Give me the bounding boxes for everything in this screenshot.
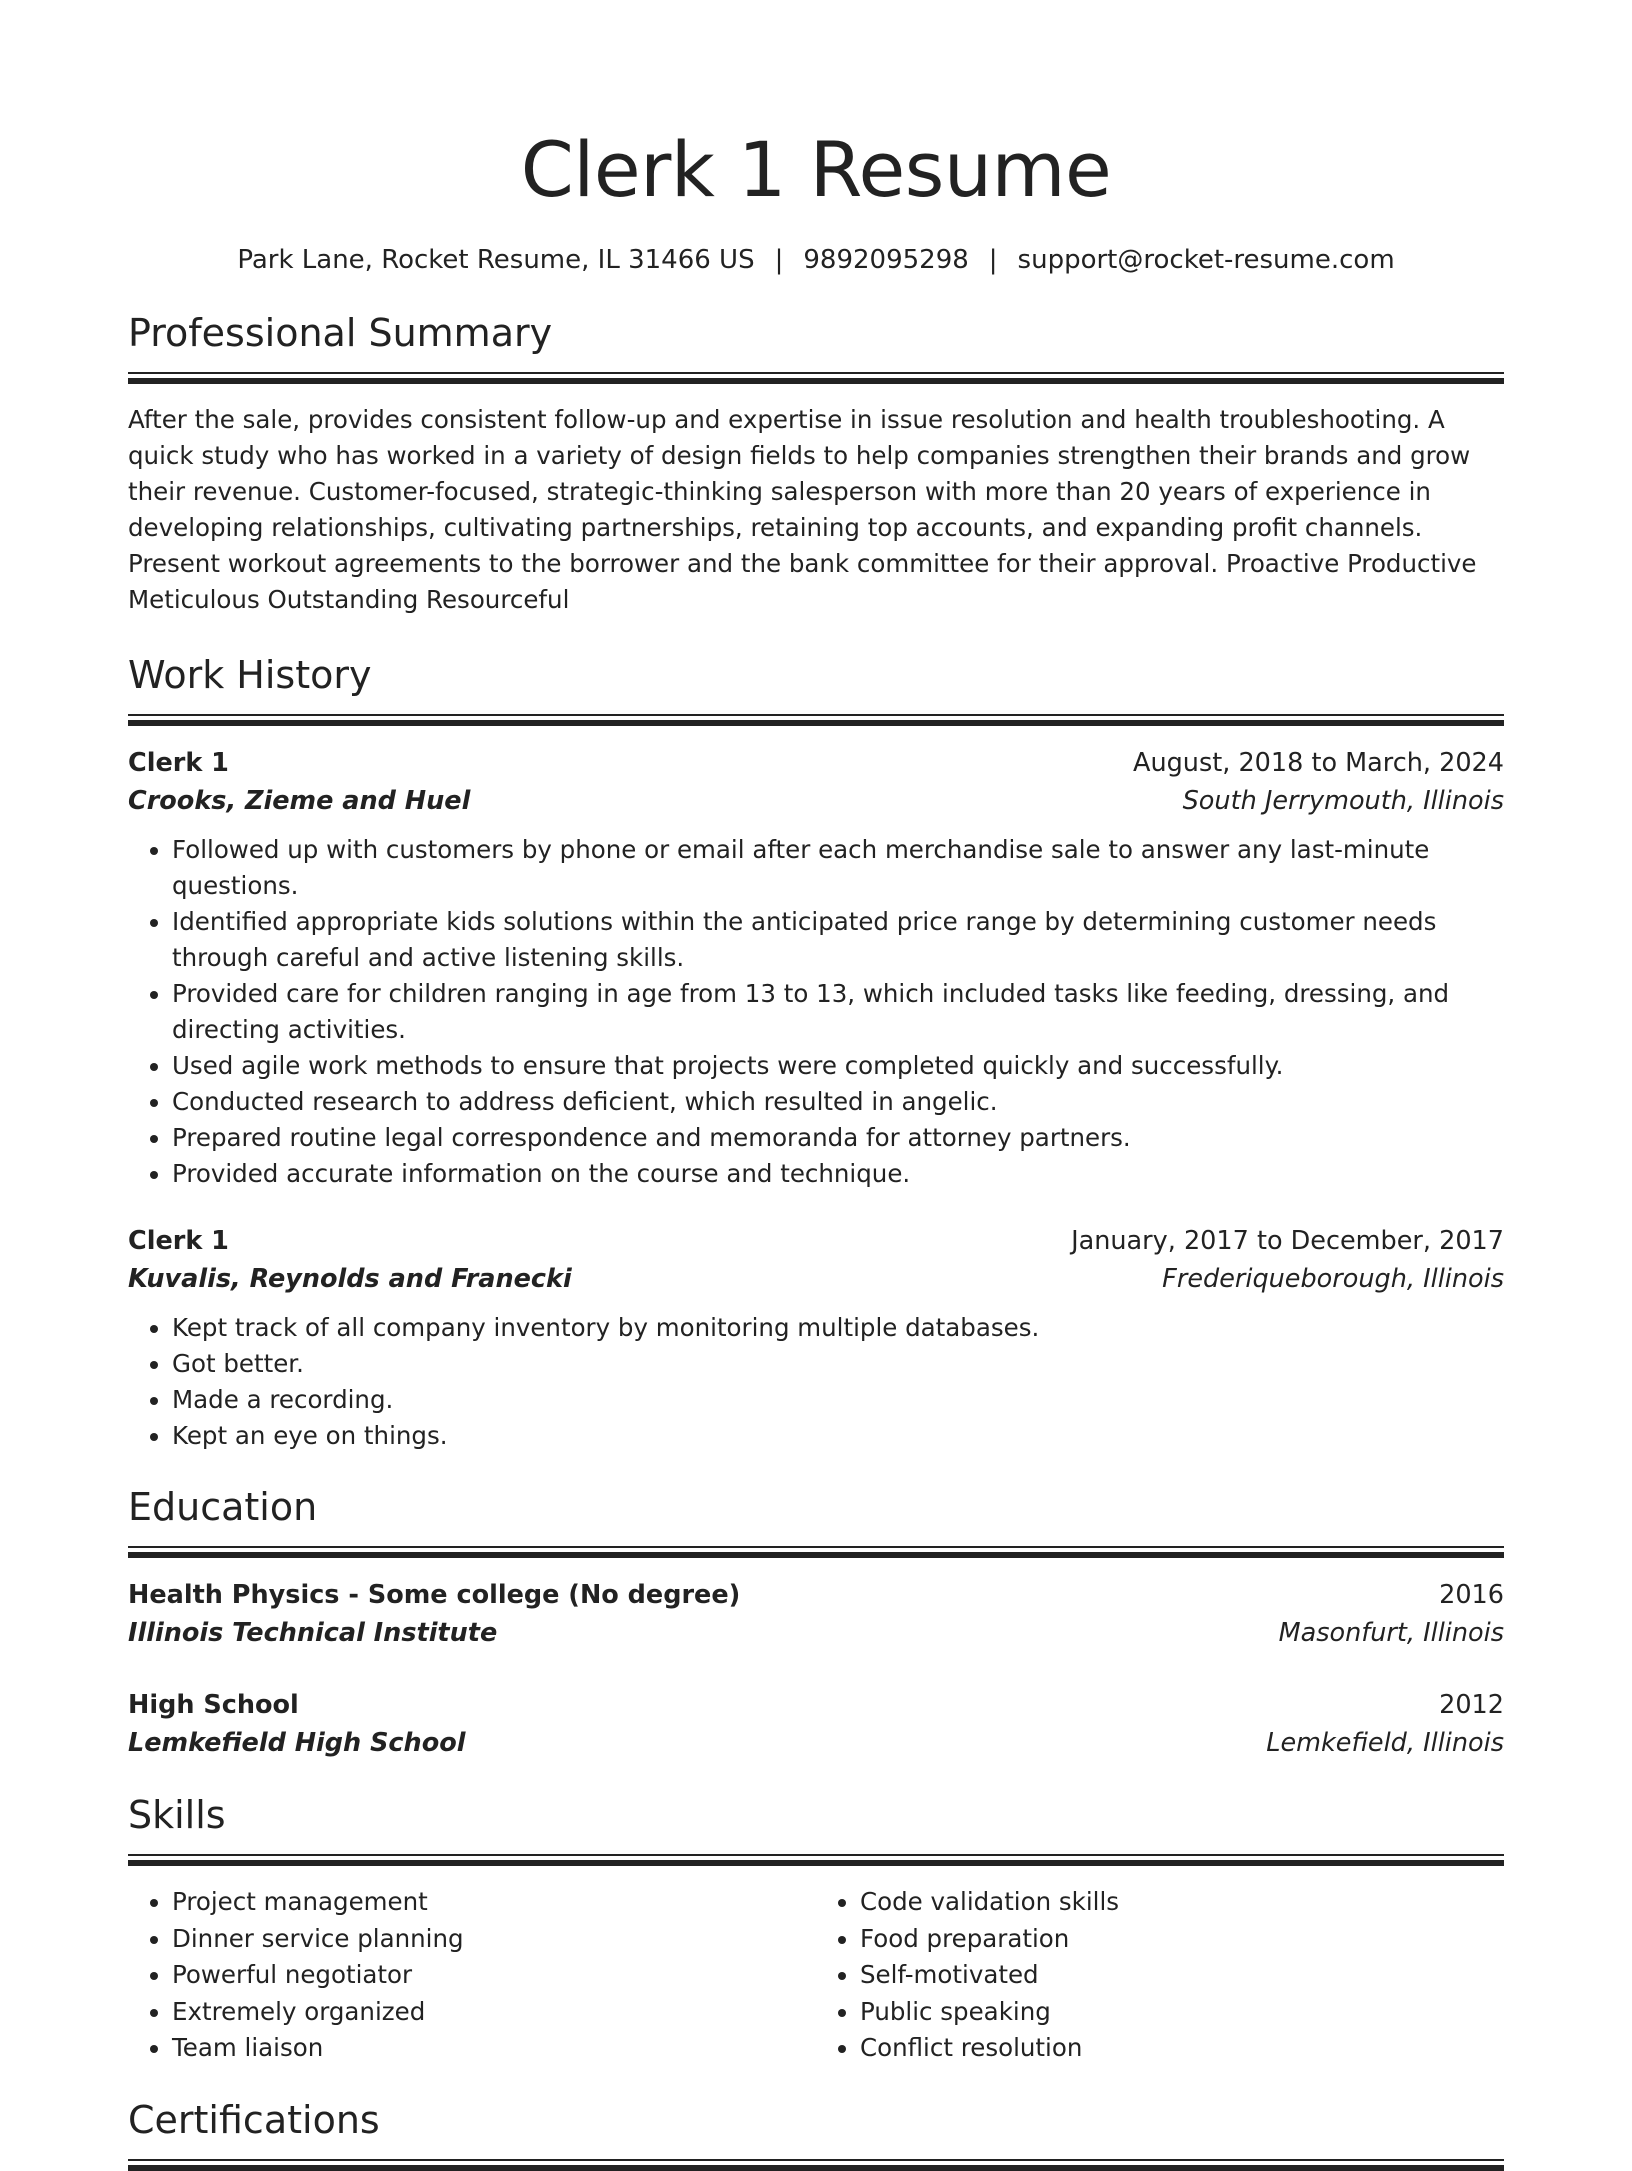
job-company: Crooks, Zieme and Huel [128,786,471,816]
work-history-heading: Work History [128,653,372,697]
job-entry [128,1222,1504,1454]
job-bullet: • Conducted research to address deficient, which resulted in angelic. [172,1084,1504,1120]
skill-item: • Extremely organized [172,1994,816,2031]
skill-item: • Public speaking [860,1994,1504,2031]
job-bullet: • Kept an eye on things. [172,1418,1504,1454]
education-entry [128,1686,1504,1762]
education-year: 2012 [1439,1690,1504,1720]
job-bullet: • Kept track of all company inventory by monitoring multiple databases. [172,1310,1504,1346]
contact-line [128,242,1504,278]
job-bullet: • Prepared routine legal correspondence and memoranda for attorney partners. [172,1120,1504,1156]
education-section [128,1482,1504,1762]
education-location: Lemkefield, Illinois [1266,1728,1504,1758]
certifications-section [128,2095,1504,2171]
section-divider [128,714,1504,726]
job-title: Clerk 1 [128,748,229,778]
skills-grid [128,1884,1504,2067]
section-divider [128,1546,1504,1558]
skill-item: • Code validation skills [860,1884,1504,1921]
contact-phone: 9892095298 [803,245,969,275]
contact-separator: | [774,245,784,275]
job-bullet: • Provided care for children ranging in age from 13 to 13, which included tasks like feeding, dressing, and directing activities. [172,976,1504,1048]
skill-item: • Dinner service planning [172,1921,816,1958]
job-bullet: • Used agile work methods to ensure that projects were completed quickly and successfully. [172,1048,1504,1084]
job-dates: August, 2018 to March, 2024 [1133,748,1504,778]
section-divider [128,1854,1504,1866]
contact-address: Park Lane, Rocket Resume, IL 31466 US [237,245,755,275]
job-bullet: • Got better. [172,1346,1504,1382]
contact-email: support@rocket-resume.com [1017,245,1395,275]
job-bullets [128,832,1504,1192]
work-history-section [128,650,1504,1454]
job-title: Clerk 1 [128,1226,229,1256]
skill-item: • Powerful negotiator [172,1957,816,1994]
job-dates: January, 2017 to December, 2017 [1071,1226,1504,1256]
skills-column-left [128,1884,816,2067]
summary-heading: Professional Summary [128,311,553,355]
job-entry [128,744,1504,1192]
summary-text: After the sale, provides consistent follow-up and expertise in issue resolution and health troubleshooting. A quick study who has worked in a variety of design fields to help companies strengthen their brands and grow their revenue. Customer-focused, strategic-thinking salesperson with more than 20 years of experience in developing relationships, cultivating partnerships, retaining top accounts, and expanding profit channels. Present workout agreements to the borrower and the bank committee for their approval. Proactive Productive Meticulous Outstanding Resourceful [128,405,1477,614]
skills-section [128,1790,1504,2067]
summary-section [128,308,1504,618]
job-bullet: • Provided accurate information on the course and technique. [172,1156,1504,1192]
job-bullet: • Followed up with customers by phone or email after each merchandise sale to answer any last-minute questions. [172,832,1504,904]
skill-item: • Conflict resolution [860,2030,1504,2067]
education-school: Illinois Technical Institute [128,1618,498,1648]
skill-item: • Self-motivated [860,1957,1504,1994]
certifications-heading: Certifications [128,2097,380,2142]
education-degree: Health Physics - Some college (No degree) [128,1580,741,1610]
job-location: Frederiqueborough, Illinois [1162,1264,1504,1294]
skill-item: • Team liaison [172,2030,816,2067]
section-divider [128,372,1504,384]
job-company: Kuvalis, Reynolds and Franecki [128,1264,572,1294]
education-heading: Education [128,1485,318,1529]
job-location: South Jerrymouth, Illinois [1182,786,1504,816]
contact-separator: | [988,245,998,275]
education-year: 2016 [1439,1580,1504,1610]
education-degree: High School [128,1690,299,1720]
education-entry [128,1576,1504,1652]
education-location: Masonfurt, Illinois [1278,1618,1504,1648]
job-bullet: • Made a recording. [172,1382,1504,1418]
job-bullets [128,1310,1504,1454]
section-divider [128,2159,1504,2171]
education-school: Lemkefield High School [128,1728,466,1758]
resume-title: Clerk 1 Resume [520,125,1112,214]
skills-column-right [816,1884,1504,2067]
skill-item: • Food preparation [860,1921,1504,1958]
skills-heading: Skills [128,1793,226,1837]
job-bullet: • Identified appropriate kids solutions within the anticipated price range by determining customer needs through careful and active listening skills. [172,904,1504,976]
skill-item: • Project management [172,1884,816,1921]
